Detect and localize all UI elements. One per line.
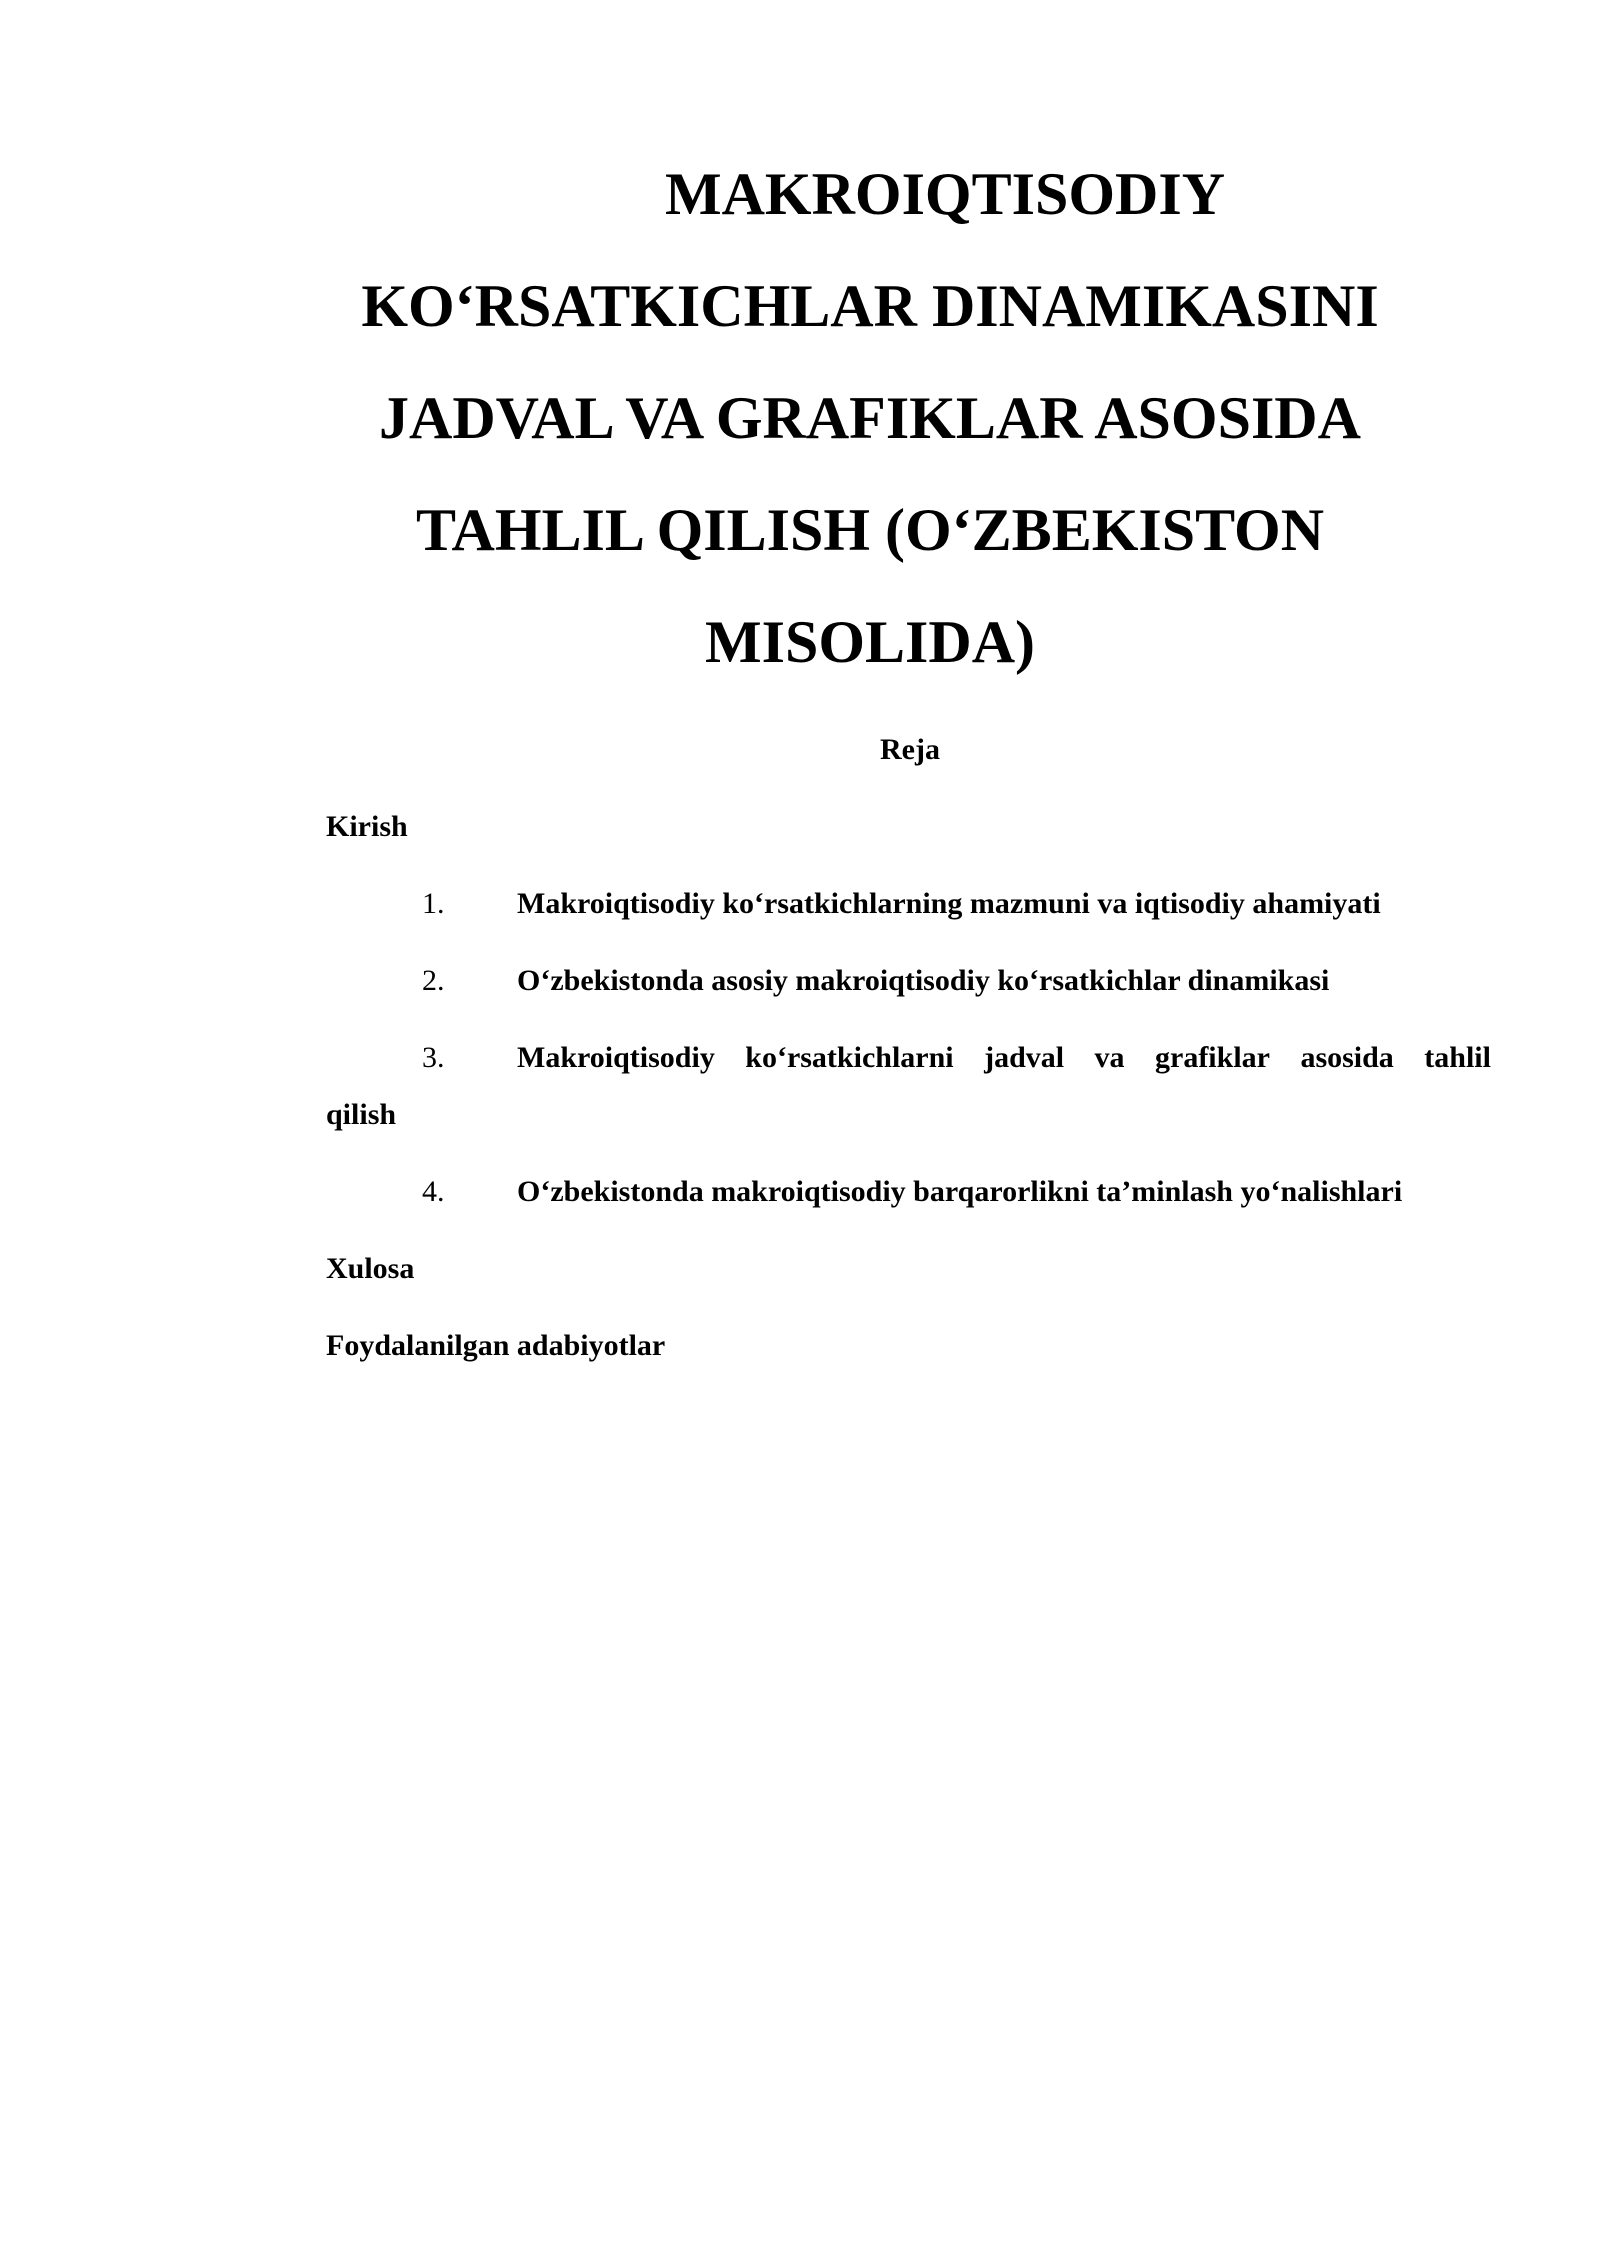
item-text: O‘zbekistonda asosiy makroiqtisodiy ko‘rsatkichlar dinamikasi <box>517 964 1330 997</box>
item-text <box>326 1039 1491 1077</box>
item-text: O‘zbekistonda makroiqtisodiy barqarorlikni ta’minlash yo‘nalishlari <box>517 1175 1403 1208</box>
references-item: Foydalanilgan adabiyotlar <box>326 1329 666 1362</box>
plan-heading: Reja <box>880 733 940 766</box>
item-word: asosida <box>1300 1041 1394 1074</box>
item-number: 3. <box>422 1041 445 1074</box>
plan-item <box>326 962 1491 1000</box>
item-word: ko‘rsatkichlarni <box>745 1041 954 1074</box>
item-word: grafiklar <box>1155 1041 1270 1074</box>
item-number: 4. <box>422 1175 445 1208</box>
plan-item <box>326 1039 1491 1134</box>
plan-item <box>326 885 1491 923</box>
document-title <box>260 138 1480 698</box>
conclusion-item: Xulosa <box>326 1252 415 1285</box>
item-word: va <box>1094 1041 1125 1074</box>
item-word: jadval <box>984 1041 1065 1074</box>
item-text-continuation: qilish <box>326 1098 397 1131</box>
title-line: JADVAL VA GRAFIKLAR ASOSIDA <box>379 385 1361 451</box>
item-word: tahlil <box>1424 1041 1491 1074</box>
title-line: MISOLIDA) <box>704 609 1036 675</box>
item-number: 2. <box>422 964 445 997</box>
item-text: Makroiqtisodiy ko‘rsatkichlarning mazmuni va iqtisodiy ahamiyati <box>517 887 1381 920</box>
title-line: MAKROIQTISODIY <box>664 161 1226 227</box>
title-line: KO‘RSATKICHLAR DINAMIKASINI <box>361 273 1379 339</box>
plan-item <box>326 1173 1491 1211</box>
item-word: Makroiqtisodiy <box>517 1041 715 1074</box>
title-line: TAHLIL QILISH (O‘ZBEKISTON <box>415 497 1325 563</box>
item-number: 1. <box>422 887 445 920</box>
intro-item: Kirish <box>326 810 408 843</box>
